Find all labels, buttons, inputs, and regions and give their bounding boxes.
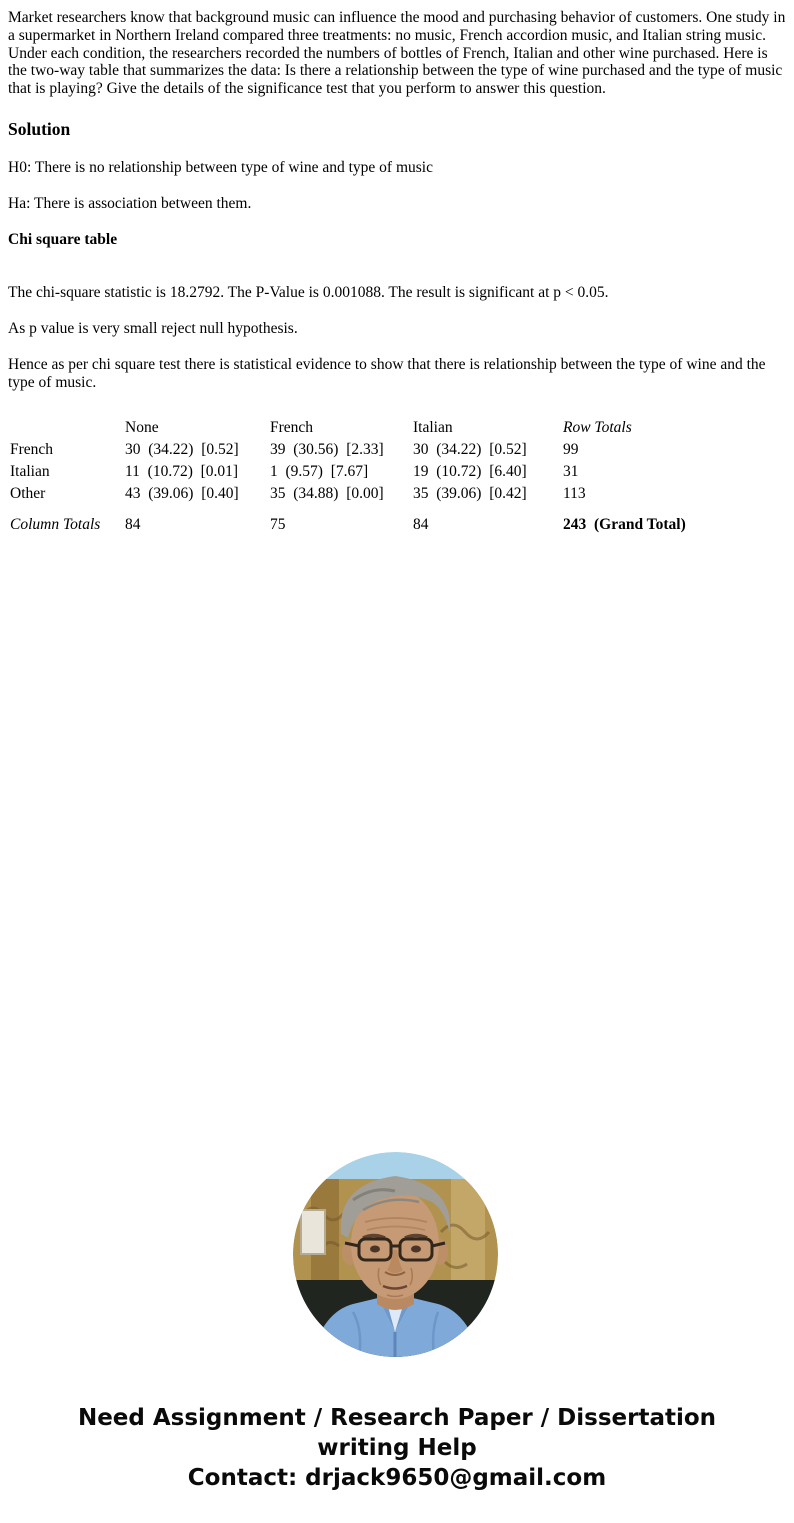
- table-row-other: [10, 483, 786, 505]
- alt-hypothesis-text: Ha: There is association between them.: [8, 194, 252, 212]
- table-header-row: [10, 417, 786, 439]
- cell-other-french: 35 (34.88) [0.00]: [270, 484, 384, 502]
- footer-line-2: writing Help: [317, 1435, 477, 1461]
- column-header-blank: [10, 417, 125, 439]
- cell-other-none: 43 (39.06) [0.40]: [125, 484, 239, 502]
- footer-contact-email: Contact: drjack9650@gmail.com: [187, 1465, 607, 1491]
- chi-square-table-label: Chi square table: [8, 230, 118, 248]
- cell-other-italian: 35 (39.06) [0.42]: [413, 484, 527, 502]
- cell-french-total: 99: [563, 440, 579, 458]
- person-portrait-icon: [293, 1152, 498, 1357]
- column-header-french: French: [270, 418, 314, 436]
- cell-italian-none: 11 (10.72) [0.01]: [125, 462, 239, 480]
- cell-italian-french: 1 (9.57) [7.67]: [270, 462, 369, 480]
- chi-square-table: [10, 417, 786, 536]
- document-page: [0, 0, 794, 536]
- cell-total-italian: 84: [413, 515, 429, 533]
- cell-total-french: 75: [270, 515, 286, 533]
- table-row-column-totals: [10, 514, 786, 536]
- column-header-none: None: [125, 418, 159, 436]
- cell-total-none: 84: [125, 515, 141, 533]
- table-row-italian: [10, 461, 786, 483]
- footer-ad: [0, 1403, 794, 1493]
- intro-paragraph: Market researchers know that background music can influence the mood and purchasing behavior of customers. One study in a supermarket in Northern Ireland compared three treatments: no music, French accordion music, and Italian string music. Under each condition, the researchers recorded the numbers of bottles of French, Italian and other wine purchased. Here is the two-way table that summarizes the data: Is there a relationship between the type of wine purchased and the type of music that is playing? Give the details of the significance test that you perform to answer this question.: [8, 9, 786, 98]
- row-label-other: Other: [10, 484, 46, 502]
- row-label-italian: Italian: [10, 462, 50, 480]
- cell-other-total: 113: [563, 484, 586, 502]
- cell-grand-total: 243 (Grand Total): [563, 515, 686, 533]
- cell-italian-italian: 19 (10.72) [6.40]: [413, 462, 527, 480]
- reject-null-text: As p value is very small reject null hypothesis.: [8, 320, 298, 338]
- cell-french-french: 39 (30.56) [2.33]: [270, 440, 384, 458]
- cell-french-italian: 30 (34.22) [0.52]: [413, 440, 527, 458]
- cell-french-none: 30 (34.22) [0.52]: [125, 440, 239, 458]
- row-label-french: French: [10, 440, 54, 458]
- column-header-row-totals: Row Totals: [563, 418, 632, 436]
- conclusion-text: Hence as per chi square test there is statistical evidence to show that there is relationship between the type of wine and the type of music.: [8, 355, 766, 391]
- row-label-column-totals: Column Totals: [10, 515, 101, 533]
- column-header-italian: Italian: [413, 418, 453, 436]
- tutor-avatar: [293, 1152, 498, 1357]
- table-row-french: [10, 439, 786, 461]
- null-hypothesis-text: H0: There is no relationship between type of wine and type of music: [8, 158, 433, 176]
- chi-statistic-text: The chi-square statistic is 18.2792. The P-Value is 0.001088. The result is significant at p < 0.05.: [8, 284, 609, 302]
- empty-gap: [8, 266, 786, 284]
- solution-heading: Solution: [8, 118, 71, 139]
- footer-line-1: Need Assignment / Research Paper / Dissertation: [77, 1405, 717, 1431]
- cell-italian-total: 31: [563, 462, 579, 480]
